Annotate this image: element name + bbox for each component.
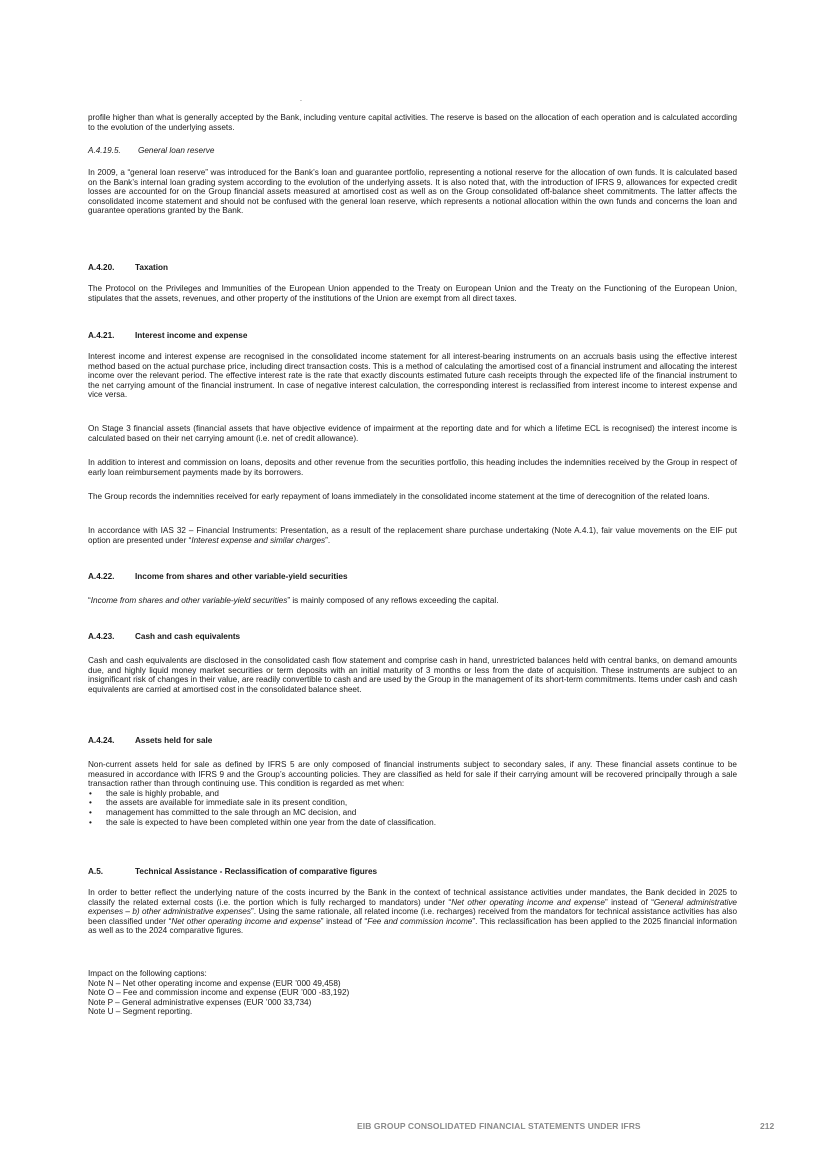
assets-bullet-list [88,789,737,827]
list-item: • management has committed to the sale through an MC decision, and [88,808,737,818]
page-number: 212 [760,1121,775,1131]
header-mark: . [300,96,302,103]
shares-paragraph [88,596,737,606]
caption-reference: Net other operating income and expense [451,897,605,907]
paragraph: On Stage 3 financial assets (financial assets that have objective evidence of impairment at the reporting date and for which a lifetime ECL is recognised) the interest income is calculated based on their net carrying amount (i.e. net of credit allowance). [88,424,737,443]
impact-line: Note N – Net other operating income and expense (EUR ’000 49,458) [88,978,341,988]
assets-paragraph [88,760,737,827]
section-heading [88,736,737,746]
interest-paragraph-1 [88,352,737,400]
impact-line: Note O – Fee and commission income and expense (EUR ’000 -83,192) [88,988,350,998]
impact-line: Note P – General administrative expenses (EUR ’000 33,734) [88,997,312,1007]
section-number: A.4.21. [88,331,115,340]
paragraph: In 2009, a “general loan reserve” was introduced for the Bank’s loan and guarantee portfolio, representing a notional reserve for the allocation of own funds. It is calculated based on the Bank’s internal loan grading system according to the evolution of the underlying assets. It is also noted that, with the introduction of IFRS 9, allowances for expected credit losses are accounted for on the Group financial assets measured at amortised cost as well as on the Group consolidated off-balance sheet commitments. The latter affects the consolidated income statement and should not be confused with the general loan reserve, which represents a notional allocation within the own funds and concerns the loan and guarantee operations granted by the Bank. [88,168,737,216]
section-heading [88,331,737,341]
section-title: Income from shares and other variable-yield securities [135,572,348,581]
interest-paragraph-3 [88,458,737,477]
paragraph: Non-current assets held for sale as defined by IFRS 5 are only composed of financial instruments subject to secondary sales, if any. These financial assets continue to be measured in accordance with IFRS 9 and the Group’s accounting policies. They are classified as held for sale if their carrying amount will be recovered principally through a sale transaction rather than through continuing use. This condition is regarded as met when: [88,760,737,789]
text-run: In order to better reflect the underlying nature of the costs incurred by the Bank in the context of technical assistance activities under mandates, the Bank decided in 2025 to classify the related external costs (i.e. the portion which is fully recharged to mandators) under “ [88,888,737,907]
text-run: ” is mainly composed of any reflows exceeding the capital. [287,596,499,605]
list-item: • the sale is highly probable, and [88,789,737,799]
section-title: Taxation [135,263,169,272]
section-a420 [88,263,737,273]
paragraph: Cash and cash equivalents are disclosed in the consolidated cash flow statement and comprise cash in hand, unrestricted balances held with central banks, on demand amounts due, and highly liquid money market securities or term deposits with an initial maturity of 3 months or less from the date of acquisition. These instruments are subject to an insignificant risk of changes in their value, are readily convertible to cash and are used by the Group in the management of its short-term commitments. Items under cash and cash equivalents are carried at amortised cost in the consolidated balance sheet. [88,656,737,694]
section-title: Interest income and expense [135,331,248,340]
subsection-heading [88,146,737,156]
text-run: ”. This reclassification has been applied to the 2025 financial information as well as to the 2024 comparative figures. [88,916,737,936]
section-title: Technical Assistance - Reclassification of comparative figures [135,867,378,876]
taxation-paragraph [88,284,737,303]
paragraph: The Protocol on the Privileges and Immunities of the European Union appended to the Treaty on European Union and the Treaty on the Functioning of the European Union, stipulates that the assets, revenues, and other property of the institutions of the Union are exempt from all direct taxes. [88,284,737,303]
section-number: A.4.23. [88,632,115,641]
reserve-continuation [88,113,737,132]
section-title: Assets held for sale [135,736,213,745]
interest-paragraph-2 [88,424,737,443]
section-number: A.4.22. [88,572,115,581]
paragraph [88,526,737,545]
paragraph: Interest income and interest expense are recognised in the consolidated income statement for all interest-bearing instruments on an accruals basis using the effective interest method based on the actual purchase price, including direct transaction costs. This is a method of calculating the amortised cost of a financial instrument and allocating the interest income over the relevant period. The effective interest rate is the rate that exactly discounts estimated future cash receipts through the expected life of the financial instrument to the net carrying amount of the financial instrument. In case of negative interest calculation, the corresponding interest is reclassified from interest income to interest expense and vice versa. [88,352,737,400]
interest-paragraph-4 [88,492,737,502]
caption-reference: Fee and commission income [367,916,473,926]
section-heading [88,867,737,877]
section-a421 [88,331,737,341]
text-run: ” instead of “ [320,916,368,926]
section-title: Cash and cash equivalents [135,632,241,641]
impact-intro: Impact on the following captions: [88,969,207,978]
caption-reference: Interest expense and similar charges [191,535,326,545]
impact-list [88,969,737,1017]
section-a423 [88,632,737,642]
paragraph: The Group records the indemnities received for early repayment of loans immediately in the consolidated income statement at the time of derecognition of the related loans. [88,492,710,501]
subsection-title: General loan reserve [138,146,215,155]
list-item: • the assets are available for immediate sale in its present condition, [88,798,737,808]
caption-reference: Net other operating income and expense [171,916,321,926]
general-loan-paragraph [88,168,737,216]
caption-reference: General administrative expenses – b) other administrative expenses [88,897,737,917]
text-run: ”. [325,535,331,545]
list-item: • the sale is expected to have been completed within one year from the date of classification. [88,818,737,828]
technical-assistance-paragraph [88,888,737,936]
cash-paragraph [88,656,737,694]
section-number: A.4.20. [88,263,115,272]
text-run: ” instead of “ [604,897,654,907]
footer-title: EIB GROUP CONSOLIDATED FINANCIAL STATEMENTS UNDER IFRS [357,1121,641,1131]
text-run: “ [88,596,91,605]
section-number: A.4.24. [88,736,115,745]
paragraph: profile higher than what is generally accepted by the Bank, including venture capital activities. The reserve is based on the allocation of each operation and is calculated according to the evolution of the underlying assets. [88,113,737,132]
section-heading [88,572,737,582]
paragraph [88,596,737,606]
subsection-number: A.4.19.5. [88,146,121,155]
interest-paragraph-5 [88,526,737,545]
text-run: ”. Using the same rationale, all related income (i.e. recharges) received from the mandators for technical assistance activities has also been classified under “ [88,907,737,926]
section-a5 [88,867,737,877]
paragraph [88,888,737,936]
subsection-a4195 [88,146,737,156]
section-heading [88,632,737,642]
impact-line: Note U – Segment reporting. [88,1007,193,1017]
section-a424 [88,736,737,746]
text-run: In accordance with IAS 32 – Financial Instruments: Presentation, as a result of the replacement share purchase undertaking (Note A.4.1), fair value movements on the EIF put option are presented under “ [88,526,737,545]
caption-reference: Income from shares and other variable-yield securities [90,596,288,605]
section-number: A.5. [88,867,104,876]
section-a422 [88,572,737,582]
paragraph: In addition to interest and commission on loans, deposits and other revenue from the securities portfolio, this heading includes the indemnities received by the Group in respect of early loan reimbursement payments made by its borrowers. [88,458,737,477]
section-heading [88,263,737,273]
